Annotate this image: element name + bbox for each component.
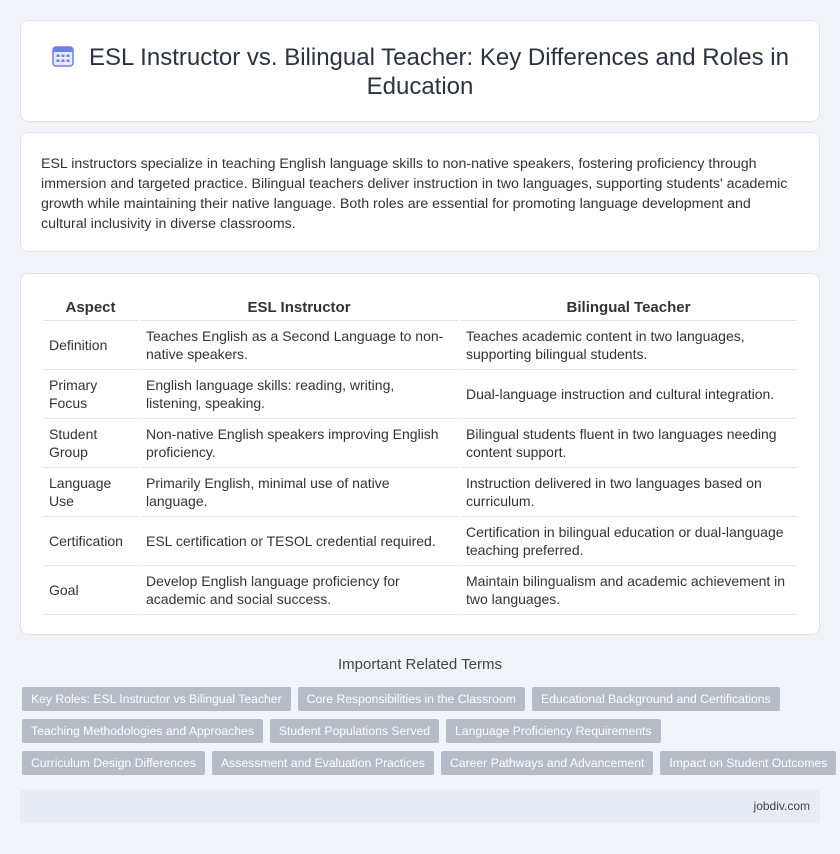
- table-row: [43, 566, 797, 615]
- row-esl: ESL certification or TESOL credential required.: [140, 517, 458, 566]
- row-bilingual: Bilingual students fluent in two languages needing content support.: [460, 419, 797, 468]
- row-aspect: Goal: [43, 566, 138, 615]
- related-tag[interactable]: Key Roles: ESL Instructor vs Bilingual Teacher: [22, 687, 291, 711]
- row-bilingual: Dual-language instruction and cultural integration.: [460, 370, 797, 419]
- footer: [20, 790, 820, 823]
- table-row: [43, 468, 797, 517]
- row-aspect: Primary Focus: [43, 370, 138, 419]
- row-aspect: Language Use: [43, 468, 138, 517]
- tag-row: [22, 751, 828, 783]
- header-card: [20, 20, 820, 122]
- related-tag[interactable]: Language Proficiency Requirements: [446, 719, 660, 743]
- header-bilingual-teacher: Bilingual Teacher: [460, 294, 797, 321]
- table-row: [43, 321, 797, 370]
- row-bilingual: Instruction delivered in two languages based on curriculum.: [460, 468, 797, 517]
- related-tag[interactable]: Career Pathways and Advancement: [441, 751, 653, 775]
- row-esl: Develop English language proficiency for academic and social success.: [140, 566, 458, 615]
- calendar-grid-icon: [51, 44, 75, 68]
- related-tag[interactable]: Core Responsibilities in the Classroom: [298, 687, 525, 711]
- tag-row: [22, 687, 822, 719]
- page-title: ESL Instructor vs. Bilingual Teacher: Key Differences and Roles in Education: [89, 44, 789, 100]
- footer-site[interactable]: jobdiv.com: [753, 799, 810, 813]
- header-esl-instructor: ESL Instructor: [140, 294, 458, 321]
- row-bilingual: Certification in bilingual education or dual-language teaching preferred.: [460, 517, 797, 566]
- table-row: [43, 419, 797, 468]
- row-aspect: Definition: [43, 321, 138, 370]
- row-esl: English language skills: reading, writing, listening, speaking.: [140, 370, 458, 419]
- row-esl: Non-native English speakers improving English proficiency.: [140, 419, 458, 468]
- page-title-wrap: [21, 43, 819, 101]
- tag-row: [22, 719, 822, 751]
- related-tag[interactable]: Teaching Methodologies and Approaches: [22, 719, 263, 743]
- row-bilingual: Teaches academic content in two languages, supporting bilingual students.: [460, 321, 797, 370]
- comparison-table: [41, 294, 799, 615]
- related-tag[interactable]: Impact on Student Outcomes: [660, 751, 836, 775]
- intro-text: ESL instructors specialize in teaching English language skills to non-native speakers, fostering proficiency through immersion and targeted practice. Bilingual teachers deliver instruction in two languages, supporting students' academic growth while maintaining their native language. Both roles are essential for promoting language development and cultural inclusivity in diverse classrooms.: [41, 156, 788, 232]
- row-esl: Primarily English, minimal use of native language.: [140, 468, 458, 517]
- table-header-row: [43, 294, 797, 321]
- related-tag[interactable]: Assessment and Evaluation Practices: [212, 751, 434, 775]
- row-aspect: Student Group: [43, 419, 138, 468]
- table-row: [43, 517, 797, 566]
- related-tag[interactable]: Curriculum Design Differences: [22, 751, 205, 775]
- related-tag[interactable]: Educational Background and Certifications: [532, 687, 780, 711]
- row-esl: Teaches English as a Second Language to non-native speakers.: [140, 321, 458, 370]
- related-terms-title: Important Related Terms: [338, 656, 502, 673]
- related-tag[interactable]: Student Populations Served: [270, 719, 439, 743]
- header-aspect: Aspect: [43, 294, 138, 321]
- row-bilingual: Maintain bilingualism and academic achievement in two languages.: [460, 566, 797, 615]
- comparison-table-card: [20, 273, 820, 635]
- intro-card: [20, 132, 820, 252]
- table-row: [43, 370, 797, 419]
- related-tags: [22, 687, 828, 783]
- row-aspect: Certification: [43, 517, 138, 566]
